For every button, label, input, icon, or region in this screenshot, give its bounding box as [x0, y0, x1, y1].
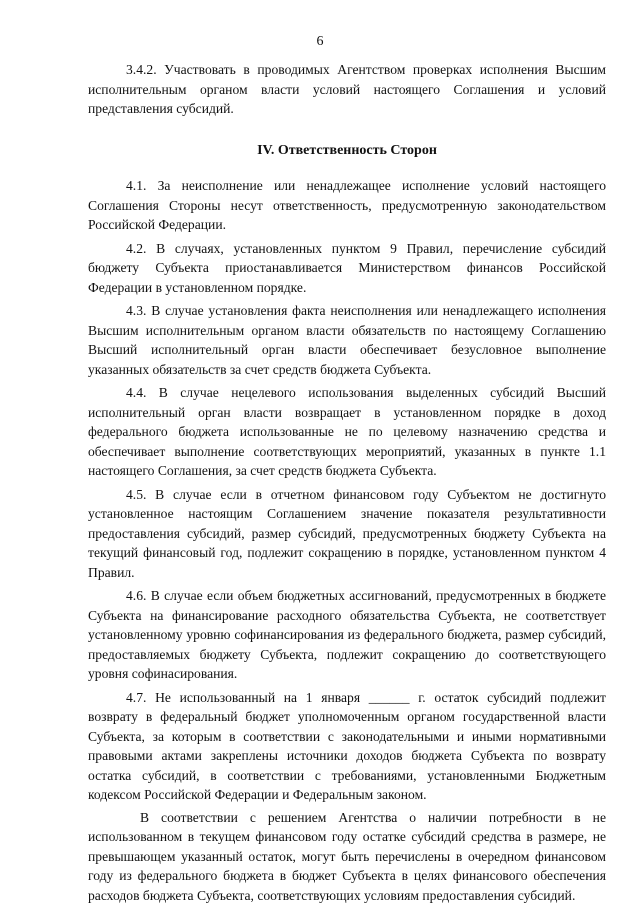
paragraph-4-4: 4.4. В случае нецелевого использования выделенных субсидий Высший исполнительный орган власти возвращает в установленном порядке в доход федерального бюджета использованные не по целевому назначению средства и обеспечивает выполнение соответствующих мероприятий, указанных в пункте 1.1 настоящего Соглашения, за счет средств бюджета Субъекта. — [88, 385, 606, 478]
section-heading: IV. Ответственность Сторон — [257, 142, 437, 158]
paragraph-4-1: 4.1. За неисполнение или ненадлежащее исполнение условий настоящего Соглашения Стороны несут ответственность, предусмотренную законодательством Российской Федерации. — [88, 178, 606, 232]
document-body — [88, 60, 606, 905]
paragraph-4-3: 4.3. В случае установления факта неисполнения или ненадлежащего исполнения Высшим исполнительным органом власти обязательств по настоящему Соглашению Высший исполнительный орган власти обеспечивает безусловное выполнение указанных обязательств за счет средств бюджета Субъекта. — [88, 303, 606, 377]
paragraph-4-5: 4.5. В случае если в отчетном финансовом году Субъектом не достигнуто установленное настоящим Соглашением значение показателя результативности предоставления субсидий, размер субсидий, предусмотренных бюджету Субъекта на текущий финансовый год, подлежит сокращению в порядке, установленном пунктом 4 Правил. — [88, 486, 606, 580]
paragraph-4-7: 4.7. Не использованный на 1 января ______ г. остаток субсидий подлежит возврату в федеральный бюджет уполномоченным органом государственной власти Субъекта, за которым в соответствии с законодательными и иными нормативными правовыми актами закреплены источники доходов бюджета Субъекта по возврату остатка субсидий, в соответствии с требованиями, установленными Бюджетным кодексом Российской Федерации и Федеральным законом. — [88, 689, 606, 802]
paragraph-4-6: 4.6. В случае если объем бюджетных ассигнований, предусмотренных в бюджете Субъекта на финансирование расходного обязательства Субъекта, не соответствует установленному уровню софинансирования из федерального бюджета, размер субсидий, предоставляемых бюджету Субъекта, подлежит сокращению до соответствующего уровня софинасирования. — [88, 588, 606, 681]
paragraph-3-4-2: 3.4.2. Участвовать в проводимых Агентством проверках исполнения Высшим исполнительным органом власти условий настоящего Соглашения и условий представления субсидий. — [88, 62, 606, 116]
page-number: 6 — [316, 34, 324, 49]
paragraph-4-7-continuation: В соответствии с решением Агентства о наличии потребности в не использованном в текущем финансовом году остатке субсидий средства в размере, не превышающем указанный остаток, могут быть перечислены в очередном финансовом году из федерального бюджета в бюджет Субъекта в целях финансового обеспечения расходов бюджета Субъекта, соответствующих условиям предоставления субсидий. — [88, 809, 606, 903]
paragraph-4-2: 4.2. В случаях, установленных пунктом 9 Правил, перечисление субсидий бюджету Субъекта приостанавливается Министерством финансов Российской Федерации в установленном порядке. — [88, 240, 606, 295]
